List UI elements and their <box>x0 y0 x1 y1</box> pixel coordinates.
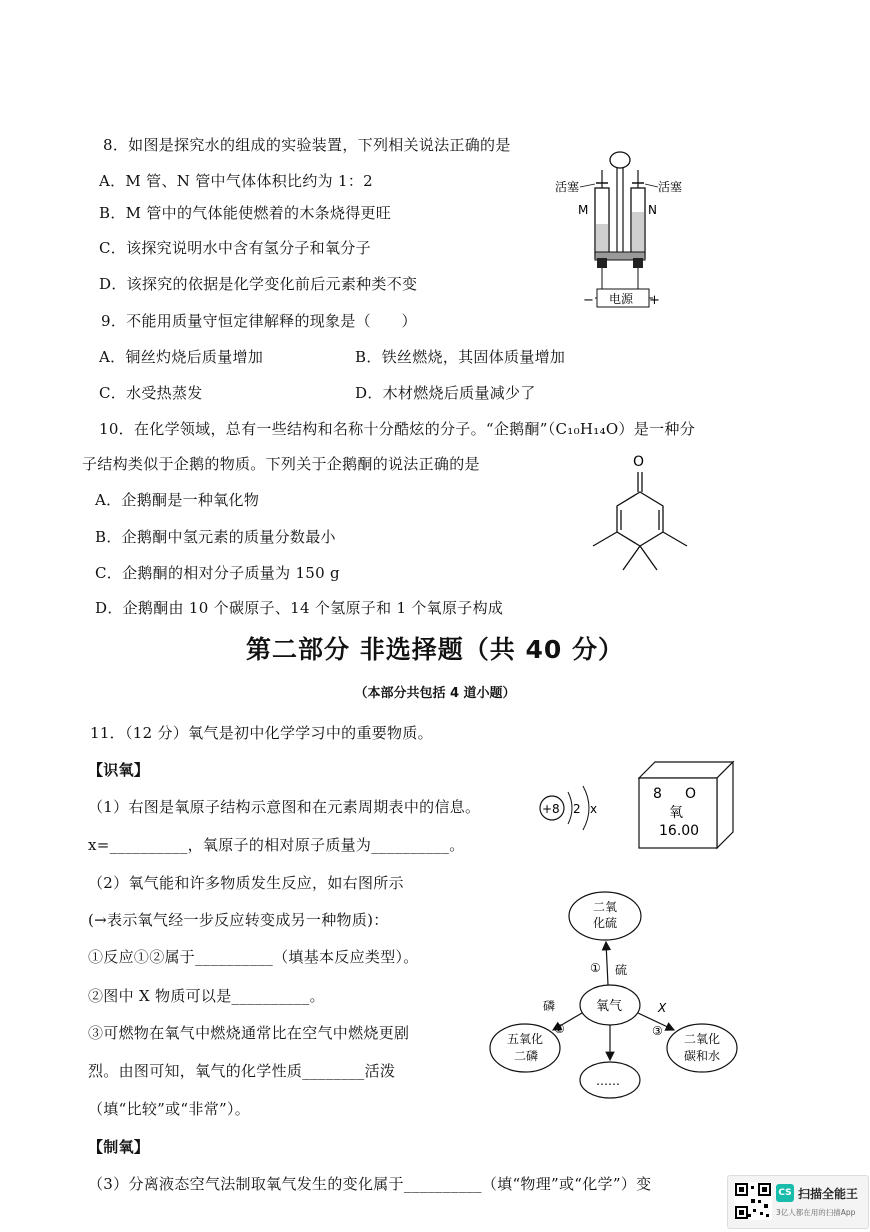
q11-part2-sub3: ③可燃物在氧气中燃烧通常比在空气中燃烧更剧 <box>88 1024 410 1042</box>
q11-part3: （3）分离液态空气法制取氧气发生的变化属于__________（填“物理”或“化学”）变 <box>88 1175 652 1193</box>
atom-nucleus-label: +8 <box>542 802 560 816</box>
element-symbol: O <box>685 786 697 802</box>
q11-part2-sub1: ①反应①②属于__________（填基本反应类型）。 <box>88 948 419 966</box>
cs-logo-icon: CS <box>776 1184 794 1202</box>
node-oxygen: 氧气 <box>596 999 623 1014</box>
reaction1-label: 硫 <box>615 963 628 977</box>
reaction3-number: ③ <box>652 1024 663 1038</box>
q10-option-c: C．企鹅酮的相对分子质量为 150 g <box>95 564 340 582</box>
node-so2-line1: 二氧 <box>593 900 618 914</box>
q11-part2-sub3-hint: （填“比较”或“非常”）。 <box>88 1100 251 1118</box>
tube-m-label: M <box>578 203 589 217</box>
penguinone-structure-figure <box>585 450 695 575</box>
oxygen-reaction-diagram <box>475 890 755 1105</box>
q9-option-d: D．木材燃烧后质量减少了 <box>355 384 536 402</box>
q11-part2-note: (→表示氧气经一步反应转变成另一种物质)： <box>88 911 389 929</box>
q11-part1: （1）右图是氧原子结构示意图和在元素周期表中的信息。 <box>88 798 481 816</box>
element-number: 8 <box>653 786 662 802</box>
reaction2-number: ② <box>554 1022 565 1036</box>
q9-option-c: C．水受热蒸发 <box>99 384 203 402</box>
electrolysis-apparatus-figure <box>545 148 690 313</box>
oxygen-atom-structure-figure <box>535 778 615 838</box>
q9-option-b: B．铁丝燃烧，其固体质量增加 <box>355 348 566 366</box>
stopcock-left-label: 活塞 <box>555 180 580 194</box>
q8-stem: 8．如图是探究水的组成的实验装置，下列相关说法正确的是 <box>103 136 511 154</box>
atom-shell1-label: 2 <box>573 802 581 816</box>
oxygen-element-cell-figure <box>637 760 737 850</box>
q8-option-d: D．该探究的依据是化学变化前后元素种类不变 <box>99 275 418 293</box>
power-supply-label: 电源 <box>609 292 634 306</box>
node-p2o5-line2: 二磷 <box>514 1049 539 1063</box>
q11-stem: 11．（12 分）氧气是初中化学学习中的重要物质。 <box>90 724 433 742</box>
q8-option-b: B．M 管中的气体能使燃着的木条烧得更旺 <box>99 204 392 222</box>
q10-option-d: D．企鹅酮由 10 个碳原子、14 个氢原子和 1 个氧原子构成 <box>95 599 504 617</box>
q8-option-c: C．该探究说明水中含有氢分子和氧分子 <box>99 239 371 257</box>
q10-option-a: A．企鹅酮是一种氧化物 <box>95 491 260 509</box>
q10-stem-line1: 10．在化学领域，总有一些结构和名称十分酷炫的分子。“企鹅酮”（C₁₀H₁₄O）是一种分 <box>99 420 696 438</box>
part2-title: 第二部分 非选择题（共 40 分） <box>246 635 624 664</box>
atom-shell2-label: x <box>590 802 598 816</box>
carbonyl-oxygen-label: O <box>633 454 645 470</box>
node-co2-water-line1: 二氧化 <box>684 1032 721 1046</box>
section-identify-oxygen: 【识氧】 <box>88 761 150 779</box>
q10-stem-line2: 子结构类似于企鹅的物质。下列关于企鹅酮的说法正确的是 <box>82 455 480 473</box>
node-other: …… <box>596 1074 620 1088</box>
scanner-watermark <box>727 1175 869 1229</box>
power-minus-label: − <box>583 293 594 308</box>
reaction2-label: 磷 <box>543 999 556 1013</box>
node-p2o5-line1: 五氧化 <box>507 1032 544 1046</box>
power-plus-label: + <box>649 293 660 308</box>
section-make-oxygen: 【制氧】 <box>88 1138 150 1156</box>
stopcock-right-label: 活塞 <box>658 180 683 194</box>
part2-subtitle: （本部分共包括 4 道小题） <box>354 686 516 701</box>
q8-option-a: A．M 管、N 管中气体体积比约为 1：2 <box>99 172 374 190</box>
scanner-app-name: 扫描全能王 <box>798 1187 859 1201</box>
node-co2-water-line2: 碳和水 <box>684 1049 721 1063</box>
scanner-app-tagline: 3亿人都在用的扫描App <box>776 1208 856 1217</box>
q9-option-a: A．铜丝灼烧后质量增加 <box>99 348 264 366</box>
q11-part2-sub2: ②图中 X 物质可以是__________。 <box>88 987 325 1005</box>
q9-stem: 9．不能用质量守恒定律解释的现象是（ ） <box>101 312 417 330</box>
q10-option-b: B．企鹅酮中氢元素的质量分数最小 <box>95 528 336 546</box>
element-mass: 16.00 <box>659 823 700 839</box>
qr-code-icon <box>734 1182 772 1220</box>
element-name: 氧 <box>669 805 683 821</box>
tube-n-label: N <box>648 203 657 217</box>
q11-part2-sub3-cont: 烈。由图可知，氧气的化学性质________活泼 <box>88 1062 396 1080</box>
reaction1-number: ① <box>590 961 601 975</box>
node-so2-line2: 化硫 <box>593 916 618 930</box>
q11-part2: （2）氧气能和许多物质发生反应，如右图所示 <box>88 874 404 892</box>
reaction3-label: X <box>658 1001 667 1015</box>
q11-part1-blanks: x=__________，氧原子的相对原子质量为__________。 <box>88 836 465 854</box>
